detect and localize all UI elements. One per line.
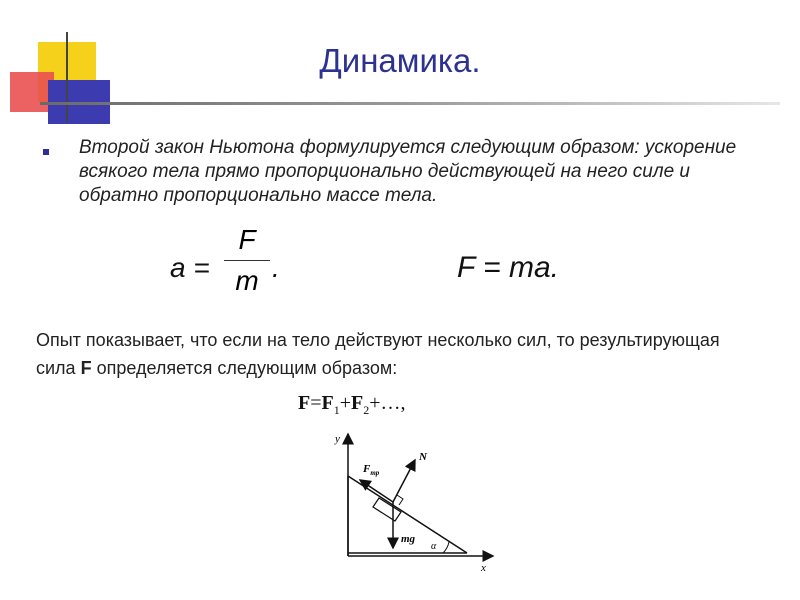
gravity-label: mg: [401, 533, 416, 545]
slide-title: Динамика.: [319, 42, 481, 79]
x-axis-label: x: [481, 562, 486, 574]
normal-force-arrow: [393, 460, 415, 502]
fraction-numerator: F: [238, 224, 256, 255]
inclined-plane-diagram: [315, 428, 505, 578]
friction-force-label: $F_{тр}$: [363, 463, 380, 477]
sum-sub2: 2: [363, 403, 370, 417]
sum-sub1: 1: [333, 403, 340, 417]
superposition-paragraph: [36, 326, 736, 382]
y-axis-label: y: [335, 433, 340, 445]
angle-arc: [443, 542, 449, 553]
paragraph-bold-force: F: [80, 358, 92, 378]
sum-tail: +…,: [369, 392, 406, 414]
newton-second-law-text: Второй закон Ньютона формулируется следующим образом: ускорение всякого тела прямо пропорционально действующей на него силе и обратно пропорционально массе тела.: [79, 137, 737, 206]
formula-force: F = ma.: [457, 251, 559, 284]
sum-f1: F: [321, 392, 334, 414]
angle-label: α: [431, 541, 437, 552]
fraction-denominator: m: [235, 265, 259, 296]
sum-lhs: F: [298, 392, 311, 414]
force-sum-formula: [298, 392, 406, 418]
sum-plus: +: [339, 392, 351, 414]
friction-force-arrow: [360, 480, 393, 502]
right-angle-mark: [397, 495, 403, 505]
sum-eq: =: [310, 392, 322, 414]
fraction-bar: [224, 260, 270, 261]
formula-end-dot: .: [272, 252, 280, 283]
title-divider: [40, 102, 780, 105]
bullet-marker: [43, 149, 49, 155]
sum-f2: F: [351, 392, 364, 414]
paragraph-text-after: определяется следующим образом:: [91, 358, 398, 378]
formula-acceleration-lhs: a =: [170, 252, 210, 283]
paragraph-text-before: Опыт показывает, что если на тело действуют несколько сил, то результирующая сила: [36, 330, 720, 378]
formula-fraction: [224, 224, 270, 297]
normal-force-label: N: [419, 451, 427, 463]
